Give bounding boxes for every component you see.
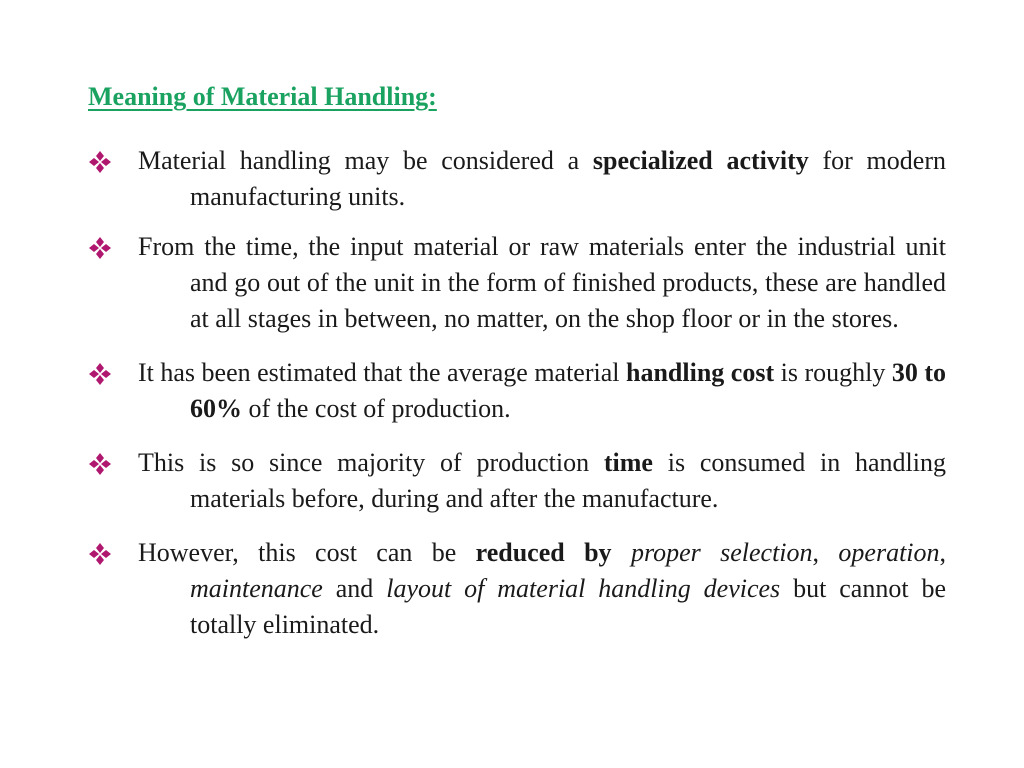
bullet-text: is roughly — [774, 358, 892, 387]
bullet-text: of the cost of production. — [242, 394, 511, 423]
four-diamond-bullet-icon — [88, 150, 114, 176]
bullet-text: , — [939, 538, 947, 567]
bullet-italic: proper selection — [630, 538, 813, 567]
bullet-emphasis: specialized activity — [592, 146, 809, 175]
bullet-emphasis: handling cost — [626, 358, 775, 387]
bullet-emphasis: time — [603, 448, 653, 477]
bullet-text — [612, 538, 631, 567]
bullet-item-5 — [88, 535, 946, 643]
four-diamond-bullet-icon — [88, 452, 114, 478]
bullet-italic: operation — [838, 538, 940, 567]
bullet-text: but cannot be totally eliminated. — [190, 574, 947, 639]
bullet-list — [88, 143, 946, 657]
bullet-text: It has been estimated that the average material — [138, 358, 626, 387]
four-diamond-bullet-icon — [88, 542, 114, 568]
bullet-text: , — [812, 538, 839, 567]
bullet-italic: layout of material handling devices — [386, 574, 781, 603]
bullet-emphasis: 30 to 60% — [190, 358, 947, 423]
bullet-text: Material handling may be considered a — [138, 146, 593, 175]
bullet-item-2 — [88, 229, 946, 337]
bullet-item-1 — [88, 143, 946, 215]
four-diamond-bullet-icon — [88, 362, 114, 388]
bullet-text: From the time, the input material or raw materials enter the industrial unit and go out of the unit in the form of finished products, these are handled at all stages in between, no matter, on the shop floor or in the stores. — [138, 232, 946, 333]
bullet-text: is consumed in handling materials before, during and after the manufacture. — [190, 448, 946, 513]
bullet-item-4 — [88, 445, 946, 517]
bullet-text: This is so since majority of production — [138, 448, 604, 477]
bullet-italic: maintenance — [190, 574, 323, 603]
bullet-text: and — [322, 574, 387, 603]
bullet-item-3 — [88, 355, 946, 427]
bullet-text: However, this cost can be — [138, 538, 476, 567]
four-diamond-bullet-icon — [88, 236, 114, 262]
slide-heading: Meaning of Material Handling: — [88, 82, 437, 111]
bullet-emphasis: reduced by — [475, 538, 612, 567]
bullet-text: for modern manufacturing units. — [190, 146, 946, 211]
